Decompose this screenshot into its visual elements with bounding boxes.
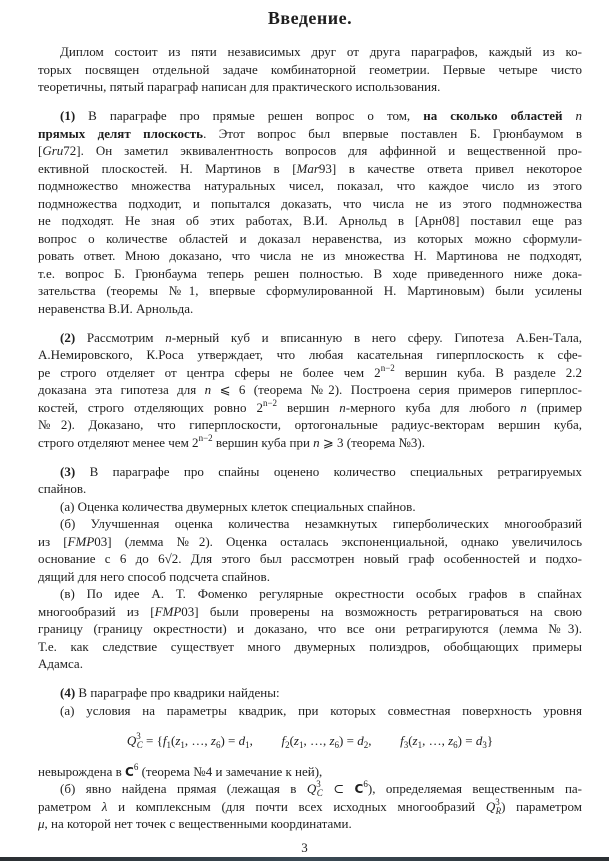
text-subscript: 1 (298, 740, 304, 750)
text-run: вершин (277, 399, 340, 415)
text-subscript: R (495, 805, 502, 816)
item-4b (38, 780, 582, 833)
text-run: (теорема №4 и замечание к ней), (138, 763, 323, 779)
text-math-bold: C (125, 764, 134, 779)
text-line (38, 107, 582, 125)
text-run: ( (408, 733, 413, 748)
text-math-italic: Q (306, 781, 317, 796)
text-math-italic: Q (126, 733, 137, 748)
text-line (38, 798, 582, 816)
text-line (38, 620, 582, 638)
text-line (38, 346, 582, 364)
text-run: ⩾ 3 (теорема №3). (319, 434, 425, 450)
text-run: основание с 6 до 6√2. Для этого был рассмотрен новый граф особенностей и подхо- (38, 551, 582, 566)
text-line (38, 732, 582, 750)
text-superscript: n−2 (262, 397, 278, 408)
text-bold: (1) (60, 108, 76, 123)
text-run: Т.е. как следствие существует много двумерных полиэдров, обобщающих примеры (38, 638, 582, 654)
item-4a (38, 702, 582, 720)
text-run: ) параметром (501, 798, 582, 814)
text-line (38, 160, 582, 178)
text-line (38, 364, 582, 382)
text-run: №2). Доказано, что гиперплоскости, ортогональные радиус-векторам вершин куба, (38, 417, 582, 432)
text-superscript: n−2 (198, 432, 213, 443)
text-line (38, 212, 582, 230)
text-math-italic: z (329, 733, 335, 748)
text-line (38, 603, 582, 621)
text-run: = { (142, 733, 163, 748)
text-math-italic: n (204, 382, 212, 397)
text-run: 72]. Он заметил эквивалентность вопросов для аффинной и вещественной про- (63, 143, 582, 158)
viewer-bottom-edge (0, 857, 609, 861)
text-subscript: 1 (417, 740, 423, 750)
text-subscript: C (136, 740, 143, 750)
text-run: , (368, 733, 372, 748)
text-line (38, 265, 582, 283)
text-line (38, 655, 582, 673)
text-run: подмножество множества натуральных чисел, показал, что каждое число из этого (38, 178, 582, 193)
text-line (38, 498, 582, 516)
text-math-italic: FMP (67, 533, 95, 549)
text-run: ) = (220, 733, 239, 748)
text-run: ) = (339, 733, 358, 748)
paragraph-1-lines (38, 107, 582, 317)
text-run: В параграфе про спайны оценено количество специальных ретрагируемых (75, 463, 582, 479)
text-math-italic: n (165, 329, 172, 345)
text-line (38, 300, 582, 318)
text-math-italic: Q (485, 798, 496, 814)
text-line (38, 43, 582, 61)
text-run: , …, (303, 733, 330, 748)
text-run: раметром (38, 798, 102, 814)
text-run: дящий для него способ подсчета спайнов. (38, 568, 270, 584)
text-run: (пример (526, 399, 582, 415)
text-run: границу (границу окрестности) и доказано, что все они ретрагируются (лемма №3). (38, 621, 582, 636)
text-line (38, 416, 582, 434)
text-run: т.е. вопрос Б. Грюнбаума теперь решен полностью. В ходе приведенного ниже дока- (38, 265, 582, 281)
text-run: строго отделяют менее чем 2 (38, 434, 199, 450)
text-math-bold: C (354, 782, 364, 796)
text-line (38, 247, 582, 265)
text-run: подмножества подходит, и попытался доказать, что числа не из этого подмножества (38, 195, 582, 211)
text-bold: прямых делят плоскость (38, 125, 204, 141)
text-run: } (486, 733, 494, 748)
text-run: Диплом состоит из пяти независимых друг от друга параграфов, каждый из ко- (60, 44, 582, 59)
text-line (38, 638, 582, 656)
text-run: ) = (457, 733, 476, 748)
text-line (38, 763, 582, 781)
text-line (38, 684, 582, 702)
text-line (38, 550, 582, 568)
text-math-italic: f (281, 733, 286, 748)
text-run: [ (38, 143, 43, 158)
text-math-italic: z (412, 733, 418, 748)
text-bold: на сколько областей (423, 108, 576, 123)
document-body (38, 43, 582, 833)
text-line (38, 585, 582, 603)
text-subscript: 3 (482, 740, 487, 750)
text-run: ⊂ (322, 781, 355, 796)
text-line (38, 282, 582, 300)
text-bold: (2) (60, 329, 76, 345)
text-math-italic: λ (101, 798, 108, 814)
text-line (38, 381, 582, 399)
text-run: зательства (теоремы №1, впервые сформулированной Н. Мартиновым) были усилены (38, 283, 582, 298)
text-math-italic: f (162, 733, 167, 748)
text-run: многообразий из [ (38, 603, 155, 619)
text-run: Адамса. (38, 656, 83, 671)
text-line (38, 177, 582, 195)
text-run: , …, (422, 733, 449, 748)
text-superscript: 3 (495, 796, 500, 807)
text-math-italic: Gru (42, 143, 64, 158)
text-math-italic: n (339, 399, 346, 415)
text-line (38, 434, 582, 452)
text-line (38, 463, 582, 481)
text-run: ре строго отделяет от центра сферы не более чем 2 (38, 364, 381, 380)
text-run: невырождена в (38, 763, 126, 779)
text-run: , на которой нет точек с вещественными координатами. (44, 816, 352, 831)
text-run: 03] были проверены на возможность ретрагироваться на свою (181, 603, 582, 619)
text-run: не подходят. Не зная об этих работах, В.И. Арнольд в [Арн08] поставил еще раз (38, 213, 582, 228)
text-math-italic: Mar (296, 160, 319, 176)
text-line (38, 480, 582, 498)
text-line (38, 780, 582, 798)
paragraph-4-quadrics (38, 684, 582, 702)
text-subscript: 2 (285, 740, 290, 750)
text-line (38, 533, 582, 551)
text-math-italic: z (293, 733, 299, 748)
text-line (38, 230, 582, 248)
item-3c (38, 585, 582, 673)
text-subscript: 1 (180, 740, 185, 750)
text-line (38, 142, 582, 160)
text-run: вопрос о количестве областей и доказал неравенства, из которых можно сформули- (38, 230, 582, 246)
text-math-italic: z (175, 733, 181, 748)
text-subscript: 1 (245, 740, 250, 750)
text-subscript: C (316, 788, 323, 798)
text-subscript: 1 (166, 740, 171, 750)
paragraph-2-cube (38, 329, 582, 452)
text-math-italic: n (313, 434, 320, 450)
text-math-italic: f (400, 733, 404, 748)
item-3a (38, 498, 582, 516)
text-line (38, 568, 582, 586)
text-run: А.Немировского, К.Роса утверждает, что любая касательная гиперплоскость к сфе- (38, 347, 582, 362)
text-run: ( (170, 733, 176, 748)
text-run: , …, (184, 733, 211, 748)
text-line (38, 78, 582, 96)
text-line (38, 329, 582, 347)
text-run: и комплексным (для почти всех исходных многообразий (107, 798, 486, 814)
text-superscript: 3 (316, 779, 321, 789)
page-title: Введение. (267, 8, 353, 28)
text-run: костей, строго отделяющих ровно 2 (38, 399, 263, 415)
text-subscript: 6 (453, 740, 458, 750)
text-math-italic: z (210, 733, 216, 748)
text-bold: (3) (60, 463, 76, 479)
text-line (38, 515, 582, 533)
text-run: 93] в качестве ответа привел некоторое (318, 160, 582, 176)
text-subscript: 3 (403, 740, 409, 750)
text-run: (а) Оценка количества двумерных клеток специальных спайнов. (60, 498, 416, 514)
text-line (38, 61, 582, 79)
text-subscript: 6 (215, 740, 221, 750)
text-subscript: 6 (334, 740, 340, 750)
text-run: спайнов. (38, 481, 87, 496)
text-superscript: 6 (363, 779, 368, 789)
text-line (38, 125, 582, 143)
text-line (38, 702, 582, 720)
text-run: 03] (лемма №2). Оценка осталась экспоненциальной, однако увеличилось (94, 533, 582, 549)
page-number: 3 (301, 840, 308, 855)
document-page (38, 0, 582, 833)
text-math-italic: n (575, 108, 583, 123)
text-run: ( (289, 733, 294, 748)
text-run: доказана эта гипотеза для (38, 382, 205, 397)
text-line (38, 195, 582, 213)
text-run: . Этот вопрос был впервые поставлен Б. Грюнбаумом в (203, 125, 582, 141)
text-run: вершин куба при (212, 434, 314, 450)
text-line (38, 399, 582, 417)
text-run: ровать ответ. Мною доказано, что числа не из множества Н. Мартинова не подходят, (38, 248, 582, 263)
text-math-italic: d (238, 733, 246, 748)
item-4a-continued (38, 763, 582, 781)
text-math-italic: n (520, 399, 527, 415)
text-run: (б) Улучшенная оценка количества незамкнутых гиперболических многообразий (60, 516, 582, 531)
text-math-italic: z (448, 733, 454, 748)
text-run: ), определяемая вещественным па- (367, 781, 582, 796)
text-run: Рассмотрим (75, 329, 166, 345)
text-superscript: 6 (133, 761, 139, 772)
text-run: -мерного куба для любого (345, 399, 521, 415)
text-run: -мерный куб и вписанную в него сферу. Гипотеза А.Бен-Тала, (171, 329, 582, 345)
item-3b (38, 515, 582, 585)
text-run: торых посвящен отдельной задаче комбинаторной геометрии. Первые четыре чисто (38, 61, 582, 77)
text-run: ективной плоскостей. Н. Мартинов в [ (38, 160, 297, 176)
text-run: (б) явно найдена прямая (лежащая в (60, 781, 307, 796)
text-run: (а) условия на параметры квадрик, при которых совместная поверхность уровня (60, 702, 582, 718)
text-line (38, 815, 582, 833)
text-run: В параграфе про квадрики найдены: (75, 685, 280, 700)
text-run: из [ (38, 533, 68, 549)
text-run: вершин куба. В разделе 2.2 (394, 364, 582, 380)
text-superscript: n−2 (380, 362, 395, 373)
text-run: (в) По идее А. Т. Фоменко регулярные окрестности особых графов в спайнах (60, 586, 582, 601)
equation (38, 732, 582, 750)
intro-paragraph (38, 43, 582, 96)
text-math-italic: d (475, 733, 483, 748)
text-superscript: 3 (136, 731, 141, 741)
paragraph-3-spines (38, 463, 582, 498)
text-run: теоретичны, пятый параграф написан для практического использования. (38, 79, 441, 94)
text-run: неравенства В.И. Арнольда. (38, 300, 194, 316)
text-run: ⩽ 6 (теорема №2). Построена серия примеров гиперплос- (211, 382, 582, 397)
text-run: , (249, 733, 253, 748)
text-run: В параграфе про прямые решен вопрос о том, (75, 108, 424, 123)
text-subscript: 2 (363, 740, 369, 750)
text-math-italic: d (357, 733, 364, 748)
text-bold: (4) (60, 685, 76, 700)
text-math-italic: FMP (154, 603, 182, 619)
text-math-italic: μ (38, 816, 45, 831)
